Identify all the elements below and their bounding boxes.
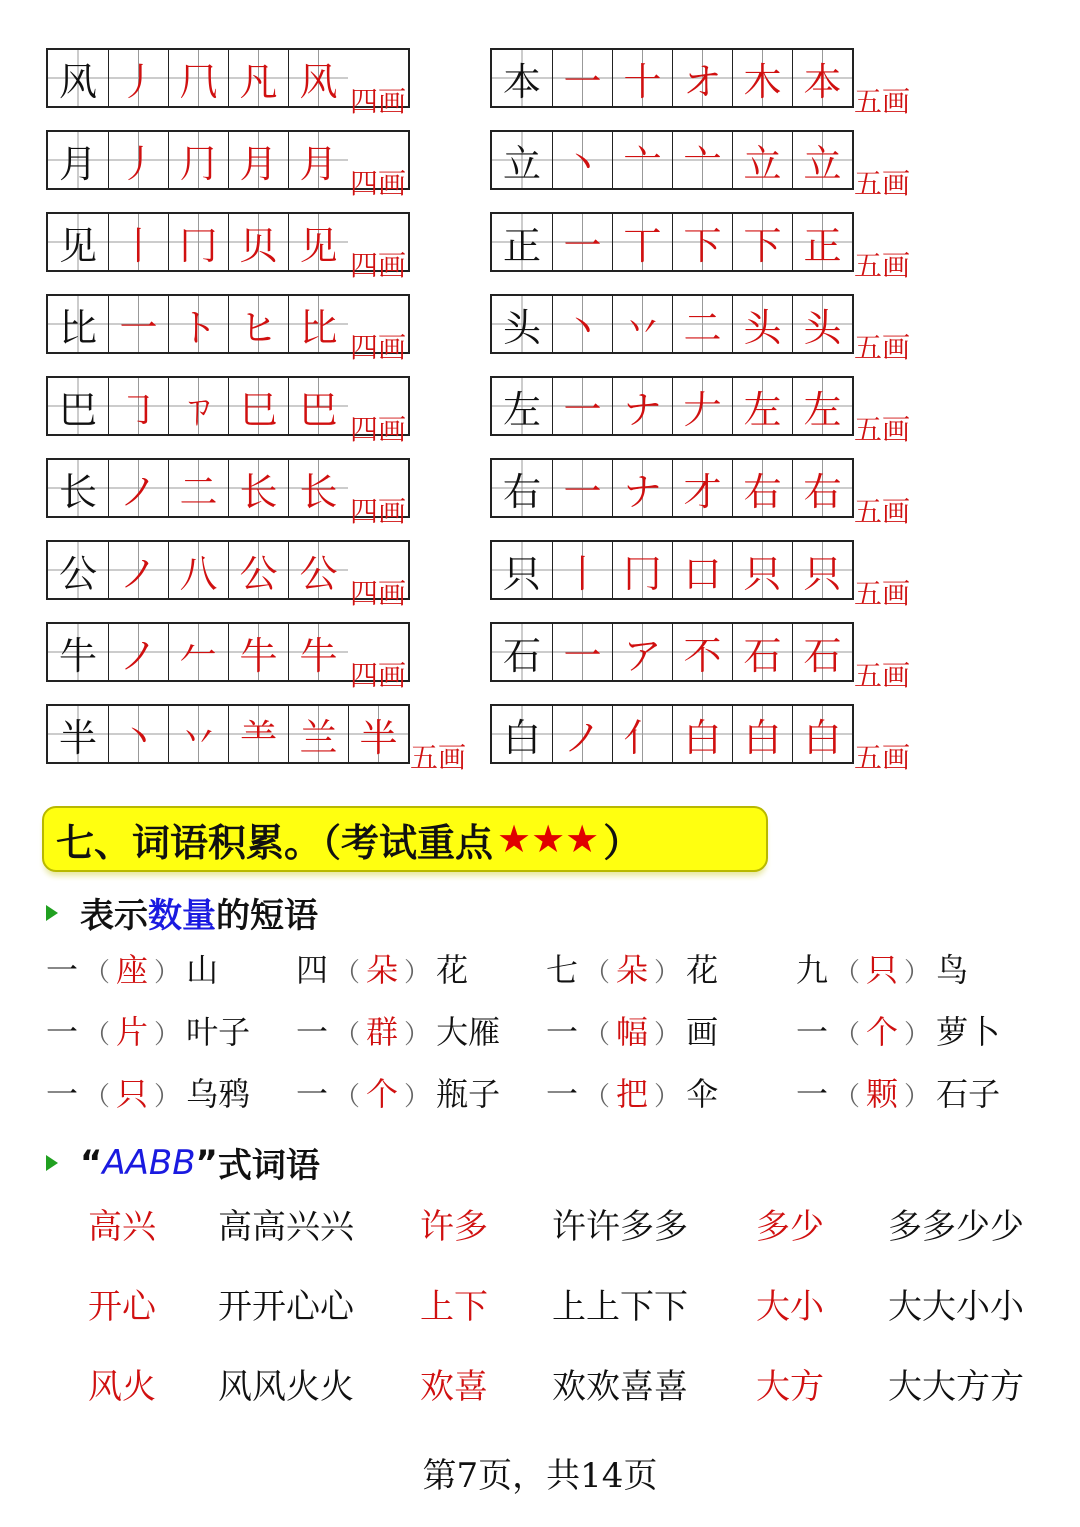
aabb-heading-highlight: AABB — [102, 1142, 196, 1183]
aabb-full-word: 开开心心 — [218, 1287, 354, 1327]
stroke-count: 五画 — [854, 741, 911, 774]
close-paren: ） — [654, 1020, 681, 1050]
noun-word: 花 — [686, 951, 719, 989]
measure-word-answer: 朵 — [616, 951, 649, 989]
stroke-step-cell: 月 — [228, 132, 288, 188]
stroke-row — [46, 376, 410, 446]
number-word: 四 — [296, 951, 329, 989]
stroke-step-cell: ア — [612, 624, 672, 680]
noun-word: 乌鸦 — [186, 1075, 251, 1113]
close-paren: ） — [404, 1020, 431, 1050]
measure-phrase — [46, 1074, 296, 1114]
measure-phrase — [296, 1074, 546, 1114]
stroke-row — [490, 540, 911, 610]
number-word: 一 — [796, 1075, 829, 1113]
stroke-step-cell: ノ — [108, 460, 168, 516]
stroke-step-cell: 头 — [732, 296, 792, 352]
measure-phrase — [46, 950, 296, 990]
stroke-step-cell: 口 — [672, 542, 732, 598]
stroke-step-cell: 左 — [732, 378, 792, 434]
stroke-step-cell: ⺆ — [168, 132, 228, 188]
noun-word: 瓶子 — [436, 1075, 501, 1113]
measure-word-list — [46, 950, 1056, 1114]
stroke-step-cell: 贝 — [228, 214, 288, 270]
aabb-base-word: 高兴 — [88, 1207, 156, 1247]
aabb-heading — [46, 1138, 320, 1187]
stroke-count: 四画 — [350, 249, 407, 282]
stroke-count: 四画 — [350, 495, 407, 528]
close-paren: ） — [404, 1082, 431, 1112]
measure-heading-pre: 表示 — [80, 896, 148, 936]
measure-word-answer: 片 — [116, 1013, 149, 1051]
stroke-step-cell: オ — [672, 50, 732, 106]
noun-word: 石子 — [936, 1075, 1001, 1113]
stroke-step-cell: 月 — [288, 132, 348, 188]
character-cell: 半 — [48, 706, 108, 762]
stroke-step-cell: 八 — [168, 542, 228, 598]
stroke-step-cell: ナ — [612, 378, 672, 434]
stroke-step-cell: 丅 — [612, 214, 672, 270]
measure-phrase — [796, 950, 1056, 990]
close-paren: ） — [904, 1020, 931, 1050]
aabb-word-list — [88, 1205, 1048, 1409]
stroke-step-cell: 右 — [792, 460, 852, 516]
star-rating: ★★★ — [497, 817, 600, 861]
stroke-step-cell: 一 — [552, 50, 612, 106]
noun-word: 叶子 — [186, 1013, 251, 1051]
stroke-step-cell: 丷 — [612, 296, 672, 352]
aabb-full-word: 多多少少 — [888, 1207, 1024, 1247]
stroke-step-cell: ト — [168, 296, 228, 352]
close-paren: ） — [154, 1082, 181, 1112]
stroke-row — [46, 130, 410, 200]
noun-word: 花 — [436, 951, 469, 989]
section-banner — [42, 806, 768, 872]
aabb-full-word: 大大小小 — [888, 1287, 1024, 1327]
measure-word-answer: 幅 — [616, 1013, 649, 1051]
tianzige-grid — [490, 376, 854, 436]
number-word: 一 — [796, 1013, 829, 1051]
triangle-bullet-icon — [46, 1155, 58, 1171]
measure-phrase — [296, 1012, 546, 1052]
number-word: 一 — [296, 1013, 329, 1051]
stroke-step-cell: 丿 — [108, 50, 168, 106]
stroke-count: 五画 — [854, 331, 911, 364]
measure-word-answer: 颗 — [866, 1075, 899, 1113]
stroke-count: 五画 — [410, 741, 467, 774]
stroke-step-cell: 二 — [168, 460, 228, 516]
stroke-step-cell: 凡 — [228, 50, 288, 106]
open-paren: （ — [334, 1082, 361, 1112]
stroke-row — [46, 212, 410, 282]
measure-heading — [46, 888, 318, 937]
measure-word-answer: 个 — [866, 1013, 899, 1051]
page-footer: 第7页，共14页 — [422, 1456, 658, 1496]
measure-heading-highlight: 数量 — [148, 896, 216, 936]
open-paren: （ — [584, 1082, 611, 1112]
stroke-step-cell: 右 — [732, 460, 792, 516]
open-paren: （ — [834, 1020, 861, 1050]
stroke-step-cell: 二 — [672, 296, 732, 352]
stroke-step-cell: 正 — [792, 214, 852, 270]
character-cell: 牛 — [48, 624, 108, 680]
character-cell: 头 — [492, 296, 552, 352]
stroke-step-cell: 𠂇 — [672, 378, 732, 434]
stroke-step-cell: 丷 — [168, 706, 228, 762]
stroke-step-cell: 丶 — [552, 296, 612, 352]
stroke-row — [490, 48, 911, 118]
stroke-step-cell: 本 — [792, 50, 852, 106]
stroke-count: 五画 — [854, 495, 911, 528]
stroke-step-cell: 只 — [792, 542, 852, 598]
section-title-close: ） — [603, 820, 642, 865]
aabb-heading-open-quote: “ — [80, 1142, 103, 1183]
triangle-bullet-icon — [46, 905, 58, 921]
character-cell: 左 — [492, 378, 552, 434]
stroke-step-cell: 半 — [348, 706, 408, 762]
stroke-count: 五画 — [854, 413, 911, 446]
open-paren: （ — [834, 1082, 861, 1112]
stroke-step-cell: 冂 — [168, 214, 228, 270]
stroke-step-cell: ㄗ — [168, 378, 228, 434]
stroke-row — [46, 622, 410, 692]
measure-phrase — [46, 1012, 296, 1052]
aabb-full-word: 高高兴兴 — [218, 1207, 354, 1247]
open-paren: （ — [84, 1020, 111, 1050]
stroke-step-cell: 才 — [672, 460, 732, 516]
character-cell: 月 — [48, 132, 108, 188]
stroke-row — [46, 704, 467, 774]
tianzige-grid — [490, 48, 854, 108]
stroke-order-right-column — [490, 48, 911, 786]
stroke-step-cell: ⺇ — [168, 50, 228, 106]
aabb-base-word: 大小 — [756, 1287, 824, 1327]
stroke-step-cell: 丨 — [552, 542, 612, 598]
character-cell: 白 — [492, 706, 552, 762]
tianzige-grid — [490, 212, 854, 272]
stroke-step-cell: 左 — [792, 378, 852, 434]
character-cell: 比 — [48, 296, 108, 352]
open-paren: （ — [584, 1020, 611, 1050]
stroke-count: 五画 — [854, 167, 911, 200]
noun-word: 画 — [686, 1013, 719, 1051]
stroke-step-cell: 石 — [732, 624, 792, 680]
tianzige-grid — [490, 540, 854, 600]
stroke-step-cell: 风 — [288, 50, 348, 106]
tianzige-grid — [490, 704, 854, 764]
stroke-step-cell: 白 — [732, 706, 792, 762]
stroke-count: 五画 — [854, 249, 911, 282]
close-paren: ） — [654, 958, 681, 988]
number-word: 一 — [546, 1075, 579, 1113]
tianzige-grid — [490, 130, 854, 190]
number-word: 一 — [46, 1075, 79, 1113]
stroke-count: 四画 — [350, 413, 407, 446]
stroke-step-cell: 兰 — [288, 706, 348, 762]
close-paren: ） — [654, 1082, 681, 1112]
aabb-base-word: 多少 — [756, 1207, 824, 1247]
stroke-step-cell: 一 — [552, 214, 612, 270]
stroke-step-cell: 亠 — [672, 132, 732, 188]
character-cell: 只 — [492, 542, 552, 598]
stroke-count: 四画 — [350, 85, 407, 118]
number-word: 一 — [296, 1075, 329, 1113]
stroke-step-cell: 丿 — [108, 132, 168, 188]
open-paren: （ — [84, 958, 111, 988]
measure-word-answer: 个 — [366, 1075, 399, 1113]
stroke-step-cell: 比 — [288, 296, 348, 352]
stroke-step-cell: ㇆ — [108, 378, 168, 434]
stroke-row — [46, 48, 410, 118]
close-paren: ） — [154, 958, 181, 988]
stroke-step-cell: 只 — [732, 542, 792, 598]
number-word: 九 — [796, 951, 829, 989]
stroke-step-cell: 长 — [288, 460, 348, 516]
stroke-step-cell: 一 — [552, 460, 612, 516]
stroke-step-cell: 牛 — [228, 624, 288, 680]
close-paren: ） — [154, 1020, 181, 1050]
tianzige-grid — [490, 622, 854, 682]
noun-word: 萝卜 — [936, 1013, 1001, 1051]
open-paren: （ — [84, 1082, 111, 1112]
character-cell: 巴 — [48, 378, 108, 434]
stroke-step-cell: 公 — [228, 542, 288, 598]
stroke-step-cell: 冂 — [612, 542, 672, 598]
aabb-heading-post: 式词语 — [217, 1146, 320, 1186]
number-word: 七 — [546, 951, 579, 989]
stroke-step-cell: ノ — [108, 542, 168, 598]
stroke-step-cell: 白 — [672, 706, 732, 762]
measure-phrase — [796, 1074, 1056, 1114]
stroke-count: 五画 — [854, 577, 911, 610]
measure-word-answer: 朵 — [366, 951, 399, 989]
number-word: 一 — [546, 1013, 579, 1051]
stroke-order-left-column — [46, 48, 467, 786]
aabb-base-word: 大方 — [756, 1367, 824, 1407]
stroke-row — [490, 622, 911, 692]
stroke-step-cell: 白 — [792, 706, 852, 762]
aabb-heading-close-quote: ” — [195, 1142, 218, 1183]
aabb-full-word: 许许多多 — [552, 1207, 688, 1247]
measure-word-answer: 座 — [116, 951, 149, 989]
aabb-base-word: 许多 — [420, 1207, 488, 1247]
measure-word-answer: 只 — [866, 951, 899, 989]
stroke-step-cell: 𠂉 — [168, 624, 228, 680]
stroke-count: 五画 — [854, 659, 911, 692]
stroke-step-cell: ⺷ — [228, 706, 288, 762]
aabb-base-word: 风火 — [88, 1367, 156, 1407]
stroke-step-cell: 丶 — [108, 706, 168, 762]
stroke-step-cell: 石 — [792, 624, 852, 680]
stroke-row — [490, 130, 911, 200]
stroke-step-cell: 公 — [288, 542, 348, 598]
stroke-step-cell: 见 — [288, 214, 348, 270]
aabb-full-word: 大大方方 — [888, 1367, 1024, 1407]
stroke-step-cell: 丨 — [108, 214, 168, 270]
stroke-step-cell: 巳 — [228, 378, 288, 434]
stroke-step-cell: 不 — [672, 624, 732, 680]
stroke-step-cell: 头 — [792, 296, 852, 352]
tianzige-grid — [490, 294, 854, 354]
stroke-row — [46, 294, 410, 364]
stroke-row — [490, 212, 911, 282]
stroke-row — [46, 458, 410, 528]
character-cell: 公 — [48, 542, 108, 598]
tianzige-grid — [46, 704, 410, 764]
aabb-base-word: 上下 — [420, 1287, 488, 1327]
number-word: 一 — [46, 1013, 79, 1051]
noun-word: 山 — [186, 951, 219, 989]
character-cell: 右 — [492, 460, 552, 516]
stroke-count: 五画 — [854, 85, 911, 118]
stroke-step-cell: ナ — [612, 460, 672, 516]
stroke-row — [490, 294, 911, 364]
stroke-step-cell: 立 — [732, 132, 792, 188]
open-paren: （ — [334, 958, 361, 988]
stroke-step-cell: 牛 — [288, 624, 348, 680]
noun-word: 伞 — [686, 1075, 719, 1113]
measure-word-answer: 群 — [366, 1013, 399, 1051]
character-cell: 立 — [492, 132, 552, 188]
stroke-step-cell: 一 — [552, 624, 612, 680]
stroke-count: 四画 — [350, 577, 407, 610]
stroke-step-cell: 下 — [732, 214, 792, 270]
character-cell: 石 — [492, 624, 552, 680]
open-paren: （ — [334, 1020, 361, 1050]
stroke-step-cell: 亻 — [612, 706, 672, 762]
measure-phrase — [546, 1074, 796, 1114]
stroke-step-cell: 木 — [732, 50, 792, 106]
aabb-base-word: 开心 — [88, 1287, 156, 1327]
section-title: 七、词语积累。（考试重点 — [56, 820, 494, 865]
stroke-step-cell: ヒ — [228, 296, 288, 352]
close-paren: ） — [404, 958, 431, 988]
measure-phrase — [546, 1012, 796, 1052]
stroke-row — [46, 540, 410, 610]
stroke-step-cell: 亠 — [612, 132, 672, 188]
stroke-row — [490, 376, 911, 446]
stroke-count: 四画 — [350, 659, 407, 692]
stroke-step-cell: 巴 — [288, 378, 348, 434]
stroke-count: 四画 — [350, 167, 407, 200]
stroke-row — [490, 704, 911, 774]
character-cell: 长 — [48, 460, 108, 516]
tianzige-grid — [490, 458, 854, 518]
open-paren: （ — [584, 958, 611, 988]
character-cell: 本 — [492, 50, 552, 106]
measure-phrase — [546, 950, 796, 990]
close-paren: ） — [904, 1082, 931, 1112]
stroke-count: 四画 — [350, 331, 407, 364]
stroke-step-cell: 一 — [552, 378, 612, 434]
stroke-step-cell: 一 — [108, 296, 168, 352]
character-cell: 风 — [48, 50, 108, 106]
measure-heading-post: 的短语 — [216, 896, 318, 936]
open-paren: （ — [834, 958, 861, 988]
aabb-base-word: 欢喜 — [420, 1367, 488, 1407]
aabb-full-word: 风风火火 — [218, 1367, 354, 1407]
stroke-step-cell: 下 — [672, 214, 732, 270]
stroke-row — [490, 458, 911, 528]
measure-word-answer: 只 — [116, 1075, 149, 1113]
stroke-step-cell: 丶 — [552, 132, 612, 188]
stroke-step-cell: ノ — [552, 706, 612, 762]
stroke-step-cell: ノ — [108, 624, 168, 680]
stroke-step-cell: 十 — [612, 50, 672, 106]
character-cell: 见 — [48, 214, 108, 270]
measure-phrase — [296, 950, 546, 990]
aabb-full-word: 上上下下 — [552, 1287, 688, 1327]
character-cell: 正 — [492, 214, 552, 270]
stroke-step-cell: 长 — [228, 460, 288, 516]
aabb-full-word: 欢欢喜喜 — [552, 1367, 688, 1407]
noun-word: 大雁 — [436, 1013, 501, 1051]
number-word: 一 — [46, 951, 79, 989]
close-paren: ） — [904, 958, 931, 988]
stroke-step-cell: 立 — [792, 132, 852, 188]
measure-word-answer: 把 — [616, 1075, 649, 1113]
measure-phrase — [796, 1012, 1056, 1052]
noun-word: 鸟 — [936, 951, 969, 989]
